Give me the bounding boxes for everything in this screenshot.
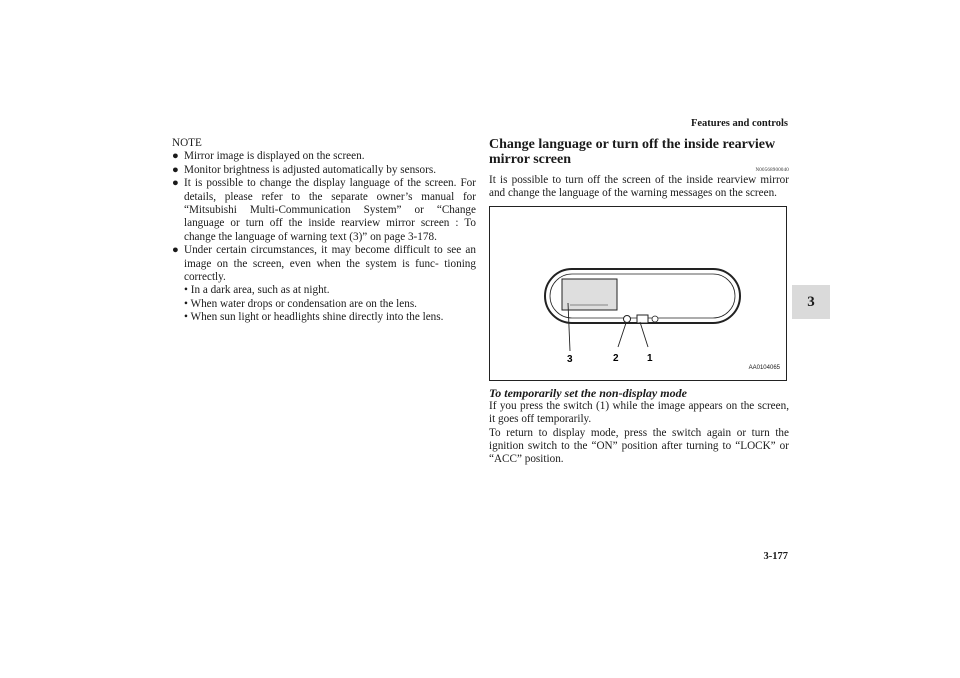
figure-code: AA0104065 bbox=[748, 365, 780, 372]
note-bullet-text: Mirror image is displayed on the screen. bbox=[184, 150, 365, 163]
section-code: N00568900040 bbox=[755, 168, 789, 173]
mirror-screen bbox=[562, 279, 617, 310]
chapter-tab: 3 bbox=[792, 285, 830, 319]
bullet-dot: ● bbox=[172, 244, 179, 257]
bullet-dot: ● bbox=[172, 163, 179, 176]
note-bullet-text: Under certain circumstances, it may become difficult to see an image on the screen, even when the system is func- tioning correctly. bbox=[184, 244, 476, 284]
callout-leader-1 bbox=[640, 322, 648, 347]
condition-item: • In a dark area, such as at night. bbox=[184, 284, 330, 297]
callout-1: 1 bbox=[647, 352, 653, 364]
body-paragraph: To return to display mode, press the switch again or turn the ignition switch to the “ON” position after turning to “LOCK” or “ACC” position. bbox=[489, 426, 789, 466]
callout-3: 3 bbox=[567, 353, 573, 365]
intro-paragraph: It is possible to turn off the screen of the inside rearview mirror and change the language of the warning messages on the screen. bbox=[489, 174, 789, 200]
note-bullet bbox=[172, 164, 476, 177]
note-bullet bbox=[172, 244, 476, 324]
subheading: To temporarily set the non-display mode bbox=[489, 385, 687, 400]
page-number: 3-177 bbox=[763, 551, 788, 562]
sensor-2-circle bbox=[624, 315, 631, 322]
content-section bbox=[489, 137, 789, 467]
bullet-dot: ● bbox=[172, 150, 179, 163]
note-bullet-text: It is possible to change the display language of the screen. For details, please refer to the separate owner’s manual for “Mitsubishi Multi-Communication System” or “Change language or turn off the inside rearview mirror screen : To change the language of warning text (3)” on page 3-178. bbox=[184, 177, 476, 243]
callout-leader-2 bbox=[618, 323, 626, 347]
bullet-dot: ● bbox=[172, 177, 179, 190]
note-bullet-text: Monitor brightness is adjusted automatically by sensors. bbox=[184, 163, 436, 176]
note-bullet bbox=[172, 177, 476, 244]
rearview-mirror-illustration bbox=[490, 207, 788, 382]
running-header: Features and controls bbox=[690, 118, 788, 129]
indicator-circle bbox=[652, 316, 658, 322]
condition-item: • When water drops or condensation are on the lens. bbox=[184, 297, 417, 310]
condition-item: • When sun light or headlights shine directly into the lens. bbox=[184, 311, 444, 324]
switch-1-button bbox=[637, 315, 648, 323]
section-title: Change language or turn off the inside rearview mirror screen bbox=[489, 137, 776, 167]
note-label: NOTE bbox=[172, 137, 202, 149]
body-paragraph: If you press the switch (1) while the image appears on the screen, it goes off temporarily. bbox=[489, 399, 789, 426]
note-section bbox=[172, 137, 476, 325]
mirror-figure bbox=[489, 206, 787, 381]
callout-2: 2 bbox=[613, 352, 619, 364]
note-bullet bbox=[172, 150, 476, 163]
